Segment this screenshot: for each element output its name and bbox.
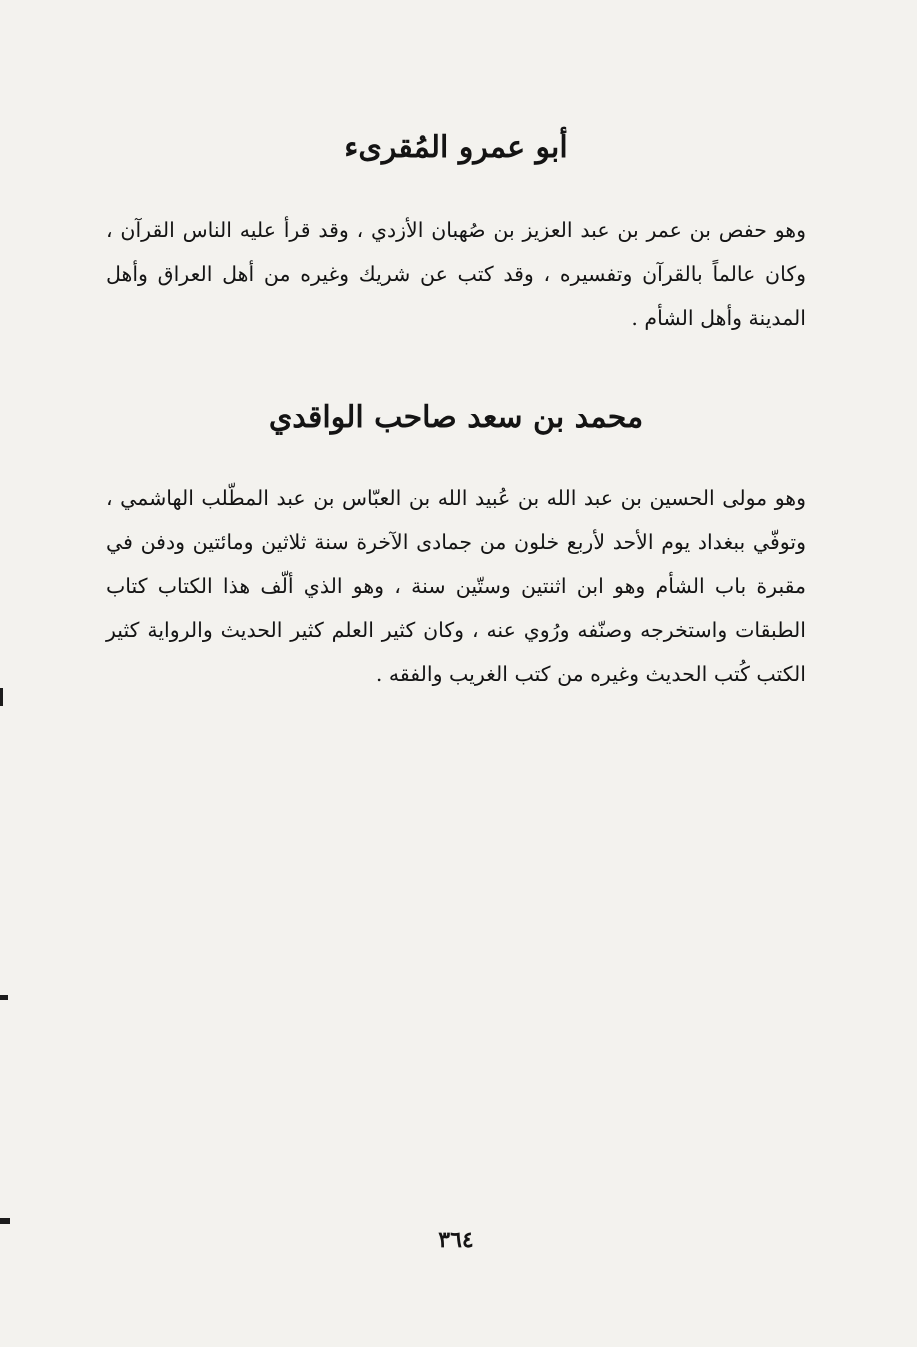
scan-edge-mark: [0, 995, 8, 1000]
section-body-muhammad-ibn-saad: وهو مولى الحسين بن عبد الله بن عُبيد الله بن العبّاس بن عبد المطّلب الهاشمي ، وتوفّي ببغداد يوم الأحد لأربع خلون من جمادى الآخرة سنة ثلاثين ومائتين ودفن في مقبرة باب الشأم وهو ابن اثنتين وستّين سنة ، وهو الذي ألّف هذا الكتاب كتاب الطبقات واستخرجه وصنّفه ورُوي عنه ، وكان كثير العلم كثير الحديث والرواية كثير الكتب كُتب الحديث وغيره من كتب الغريب والفقه .: [106, 486, 806, 686]
section-heading-muhammad-ibn-saad: محمد بن سعد صاحب الواقدي: [268, 400, 644, 435]
page-number: ٣٦٤: [438, 1227, 474, 1253]
scan-edge-mark: [0, 1218, 10, 1224]
scan-edge-mark: [0, 688, 3, 706]
section-body-abu-amr: وهو حفص بن عمر بن عبد العزيز بن صُهبان الأزدي ، وقد قرأ عليه الناس القرآن ، وكان عالماً بالقرآن وتفسيره ، وقد كتب عن شريك وغيره من أهل العراق وأهل المدينة وأهل الشأم .: [106, 218, 806, 330]
section-heading-abu-amr: أبو عمرو المُقرىء: [344, 130, 568, 165]
